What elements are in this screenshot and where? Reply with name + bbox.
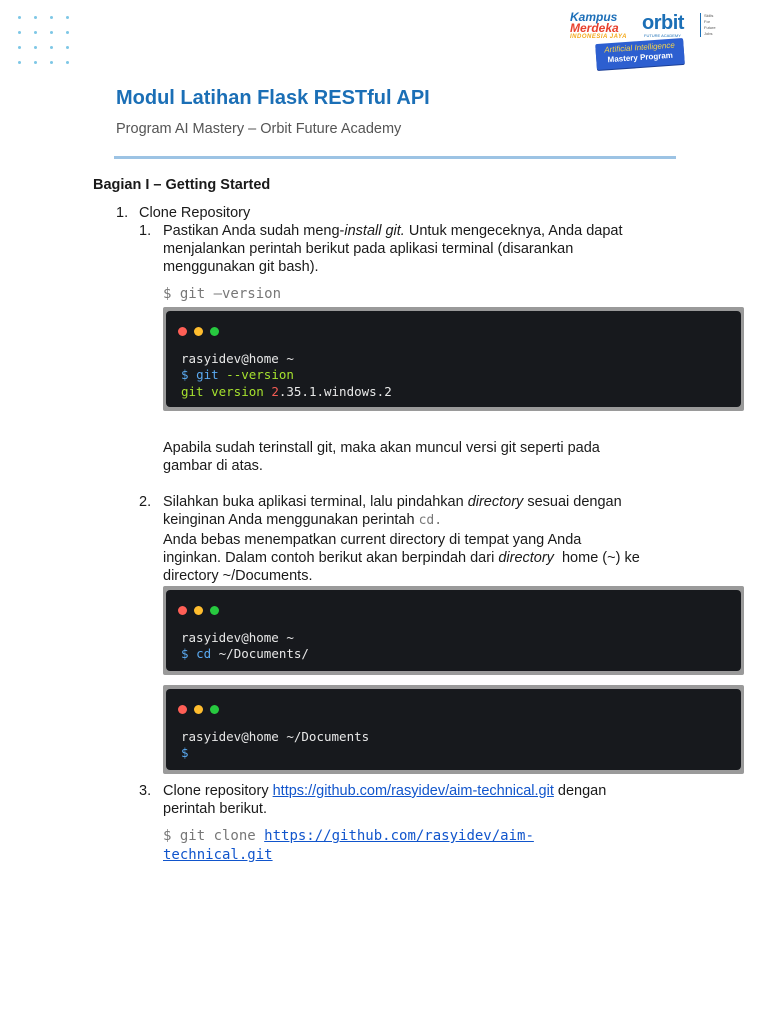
emphasis-text: directory: [498, 550, 554, 566]
list-item-label: Clone Repository: [139, 205, 251, 221]
prompt-symbol: $: [181, 646, 189, 661]
page-title: Modul Latihan Flask RESTful API: [116, 87, 430, 109]
sublist-number: 2.: [139, 494, 152, 510]
orbit-logo-tagline: [700, 13, 716, 37]
terminal-command: [181, 646, 309, 661]
terminal-screenshot: [163, 586, 744, 675]
text: sesuai dengan: [523, 494, 622, 510]
text: dengan: [553, 783, 607, 799]
sublist-number: 1.: [139, 223, 152, 239]
header-logos: [570, 10, 724, 70]
logo-text: Skills: [704, 13, 714, 18]
inline-code: cd.: [418, 513, 443, 528]
decorative-dot: [66, 16, 69, 19]
command-name: git: [196, 367, 219, 382]
close-dot-icon: [178, 606, 187, 615]
title-divider: [114, 156, 676, 159]
decorative-dot: [66, 46, 69, 49]
terminal-window: [166, 590, 741, 671]
terminal-screenshot: [163, 307, 744, 411]
paragraph-line: [163, 493, 622, 511]
terminal-prompt: rasyidev@home ~: [181, 630, 294, 645]
logo-text: For: [704, 19, 710, 24]
text: inginkan. Dalam contoh berikut akan berpindah dari: [163, 550, 499, 566]
decorative-dot: [66, 61, 69, 64]
repository-link[interactable]: https://github.com/rasyidev/aim-: [264, 828, 534, 844]
paragraph-line: Anda bebas menempatkan current directory di tempat yang Anda: [163, 532, 582, 548]
decorative-dot: [50, 16, 53, 19]
logo-text: Future: [704, 25, 716, 30]
command-prefix: $ git clone: [163, 828, 265, 844]
prompt-symbol: $: [181, 367, 189, 382]
text: Pastikan Anda sudah meng-: [163, 223, 345, 239]
terminal-window: [166, 689, 741, 770]
text: Untuk mengeceknya, Anda dapat: [404, 223, 623, 239]
minimize-dot-icon: [194, 705, 203, 714]
list-number: 1.: [116, 205, 129, 221]
orbit-logo: orbit: [642, 12, 684, 34]
paragraph-line: perintah berikut.: [163, 801, 267, 817]
close-dot-icon: [178, 705, 187, 714]
page-subtitle: Program AI Mastery – Orbit Future Academy: [116, 121, 402, 137]
maximize-dot-icon: [210, 606, 219, 615]
decorative-dot-grid: [18, 16, 74, 68]
repository-link[interactable]: https://github.com/rasyidev/aim-technical.git: [272, 783, 554, 799]
emphasis-text: install git.: [344, 223, 405, 239]
command-snippet: [163, 847, 273, 863]
logo-text: Jobs: [704, 31, 713, 36]
emphasis-text: directory: [467, 494, 524, 510]
minimize-dot-icon: [194, 606, 203, 615]
decorative-dot: [18, 46, 21, 49]
window-controls: [178, 701, 226, 719]
decorative-dot: [50, 31, 53, 34]
maximize-dot-icon: [210, 705, 219, 714]
command-snippet: $ git —version: [163, 286, 282, 302]
terminal-command: [181, 367, 294, 382]
decorative-dot: [18, 31, 21, 34]
terminal-prompt: rasyidev@home ~: [181, 351, 294, 366]
terminal-output: [181, 384, 392, 399]
output-text: .35.1.windows.2: [278, 384, 392, 399]
terminal-screenshot: [163, 685, 744, 774]
decorative-dot: [34, 16, 37, 19]
section-heading: Bagian I – Getting Started: [93, 177, 271, 193]
decorative-dot: [34, 61, 37, 64]
paragraph-line: [163, 511, 442, 530]
paragraph-line: [163, 222, 622, 240]
window-controls: [178, 323, 226, 341]
paragraph-line: [163, 549, 640, 567]
decorative-dot: [50, 61, 53, 64]
command-argument: ~/Documents/: [211, 646, 309, 661]
orbit-logo-subtitle: FUTURE ACADEMY: [644, 33, 681, 38]
sublist-number: 3.: [139, 783, 152, 799]
mastery-program-badge: [595, 38, 685, 70]
text: home (~) ke: [553, 550, 640, 566]
paragraph-line: menjalankan perintah berikut pada aplikasi terminal (disarankan: [163, 241, 574, 257]
logo-text: INDONESIA JAYA: [570, 34, 627, 40]
text: keinginan Anda menggunakan perintah: [163, 512, 419, 528]
terminal-window: [166, 311, 741, 407]
logo-text: Kampus: [570, 10, 618, 24]
decorative-dot: [66, 31, 69, 34]
output-number: 2: [271, 384, 279, 399]
paragraph-line: Apabila sudah terinstall git, maka akan muncul versi git seperti pada: [163, 440, 600, 456]
command-snippet: [163, 828, 534, 844]
command-flag: --version: [226, 367, 294, 382]
repository-link[interactable]: technical.git: [163, 847, 273, 863]
badge-text: Mastery Program: [607, 50, 674, 65]
decorative-dot: [18, 16, 21, 19]
maximize-dot-icon: [210, 327, 219, 336]
kampus-merdeka-logo: [570, 12, 632, 41]
command-name: cd: [196, 646, 212, 661]
text: Silahkan buka aplikasi terminal, lalu pindahkan: [163, 494, 468, 510]
prompt-symbol: $: [181, 745, 189, 760]
logo-text: Merdeka: [570, 21, 619, 35]
decorative-dot: [34, 46, 37, 49]
window-controls: [178, 602, 226, 620]
decorative-dot: [18, 61, 21, 64]
paragraph-line: [163, 782, 606, 800]
decorative-dot: [34, 31, 37, 34]
terminal-prompt: rasyidev@home ~/Documents: [181, 729, 370, 744]
decorative-dot: [50, 46, 53, 49]
minimize-dot-icon: [194, 327, 203, 336]
paragraph-line: gambar di atas.: [163, 458, 263, 474]
text: Clone repository: [163, 783, 273, 799]
close-dot-icon: [178, 327, 187, 336]
badge-text: Artificial Intelligence: [603, 40, 676, 55]
paragraph-line: directory ~/Documents.: [163, 568, 313, 584]
paragraph-line: menggunakan git bash).: [163, 259, 319, 275]
output-text: git version: [181, 384, 272, 399]
